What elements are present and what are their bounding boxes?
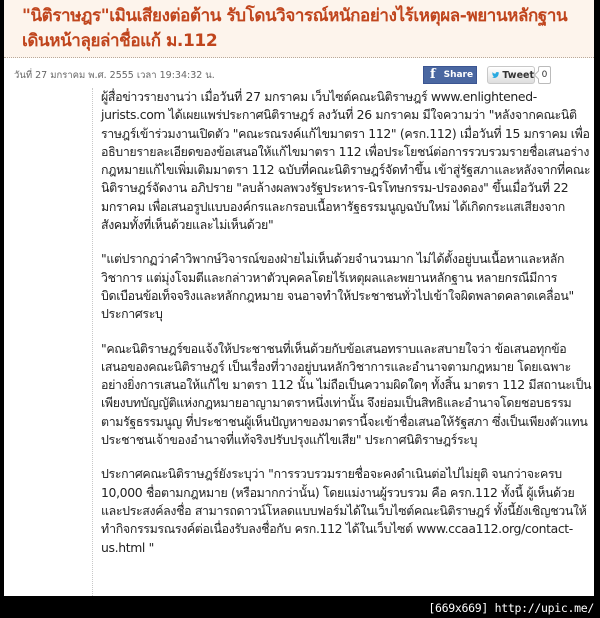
article-paragraph: ประกาศคณะนิติราษฎร์ยังระบุว่า "การรวบรวมรายชื่อจะคงดำเนินต่อไปไม่ยุติ จนกว่าจะครบ 10,000 ชื่อตามกฎหมาย (หรือมากกว่านั้น) โดยแม่งานผู้รวบรวม คือ ครก.112 ทั้งนี้ ผู้เห็นด้วยและประสงค์ลงชื่อ สามารถดาวน์โหลดแบบฟอร์มได้ในเว็บไซต์คณะนิติราษฎร์ ทั้งนี้ยังเชิญชวนให้ทำกิจกรรมรณรงค์ต่อเนื่องรับลงชื่อกับ ครก.112 ได้ในเว็บไซต์ www.ccaa112.org/contact-us.html " bbox=[101, 466, 587, 555]
article-paragraph: "คณะนิติราษฎร์ขอแจ้งให้ประชาชนที่เห็นด้วยกับข้อเสนอทราบและสบายใจว่า ข้อเสนอทุกข้อเสนอของคณะนิติราษฎร์ เป็นเรื่องที่วางอยู่บนหลักวิชาการและอำนาจตามกฎหมาย โดยเฉพาะอย่างยิ่งการเสนอให้แก้ไข มาตรา 112 นั้น ไม่ถือเป็นความผิดใดๆ ทั้งสิ้น มาตรา 112 มีสถานะเป็นเพียงบทบัญญัติแห่งกฎหมายอาญามาตราหนึ่งเท่านั้น จึงย่อมเป็นสิทธิและอำนาจโดยชอบธรรมตามรัฐธรรมนูญ ที่ประชาชนผู้เห็นปัญหาของมาตรานี้จะเข้าชื่อเสนอให้รัฐสภา ซึ่งเป็นเพียงตัวแทนประชาชนเจ้าของอำนาจที่แท้จริงปรับปรุงแก้ไขเสีย" ประกาศนิติราษฎร์ระบุ bbox=[101, 340, 592, 448]
title-box bbox=[4, 0, 594, 58]
meta-row bbox=[4, 58, 594, 88]
facebook-f-icon: f bbox=[430, 67, 436, 82]
article-title: "นิติราษฎร"เมินเสียงต่อต้าน รับโดนวิจารณ์หนักอย่างไร้เหตุผล-พยานหลักฐาน เดินหน้าลุยล่าชื่อแก้ ม.112 bbox=[22, 6, 568, 51]
image-host-watermark: [669x669] http://upic.me/ bbox=[428, 601, 594, 615]
facebook-share-button[interactable] bbox=[423, 66, 477, 84]
tweet-button[interactable] bbox=[487, 66, 535, 84]
article-paragraph: ผู้สื่อข่าวรายงานว่า เมื่อวันที่ 27 มกราคม เว็บไซต์คณะนิติราษฎร์ www.enlightened-jurists.com ได้เผยแพร่ประกาศนิติราษฎร์ ลงวันที่ 26 มกราคม มีใจความว่า "หลังจากคณะนิติราษฎร์เข้าร่วมงานเปิดตัว "คณะรณรงค์แก้ไขมาตรา 112" (ครก.112) เมื่อวันที่ 15 มกราคม เพื่ออธิบายรายละเอียดของข้อเสนอให้แก้ไขมาตรา 112 เพื่อประโยชน์ต่อการรวบรวมรายชื่อเสนอร่างกฎหมายแก้ไขเพิ่มเติมมาตรา 112 ฉบับที่คณะนิติราษฎร์จัดทำขึ้น เข้าสู่รัฐสภาและหลังจากที่คณะนิติราษฎร์จัดงาน อภิปราย "ลบล้างผลพวงรัฐประหาร-นิรโทษกรรม-ปรองดอง" ขึ้นเมื่อวันที่ 22 มกราคม เพื่อเสนอรูปแบบองค์กรและกรอบเนื้อหารัฐธรรมนูญฉบับใหม่ ได้เกิดกระแสเสียงจากสังคมทั้งที่เห็นด้วยและไม่เห็นด้วย" bbox=[101, 89, 591, 233]
article-paragraph: "แต่ปรากฏว่าคำวิพากษ์วิจารณ์ของฝ่ายไม่เห็นด้วยจำนวนมาก ไม่ได้ตั้งอยู่บนเนื้อหาและหลักวิชาการ แต่มุ่งโจมตีและกล่าวหาตัวบุคคลโดยไร้เหตุผลและพยานหลักฐาน หลายกรณีมีการบิดเบือนข้อเท็จจริงและหลักกฎหมาย จนอาจทำให้ประชาชนทั่วไปเข้าใจผิดพลาดคลาดเคลื่อน" ประกาศระบุ bbox=[101, 251, 574, 322]
share-label: Share bbox=[443, 70, 474, 80]
tweet-count: 0 bbox=[538, 66, 551, 84]
publish-date: วันที่ 27 มกราคม พ.ศ. 2555 เวลา 19:34:32 น. bbox=[14, 70, 215, 81]
tweet-label: Tweet bbox=[502, 69, 534, 81]
twitter-bird-icon bbox=[492, 70, 499, 80]
article-body bbox=[92, 88, 592, 596]
article-page bbox=[4, 0, 594, 596]
